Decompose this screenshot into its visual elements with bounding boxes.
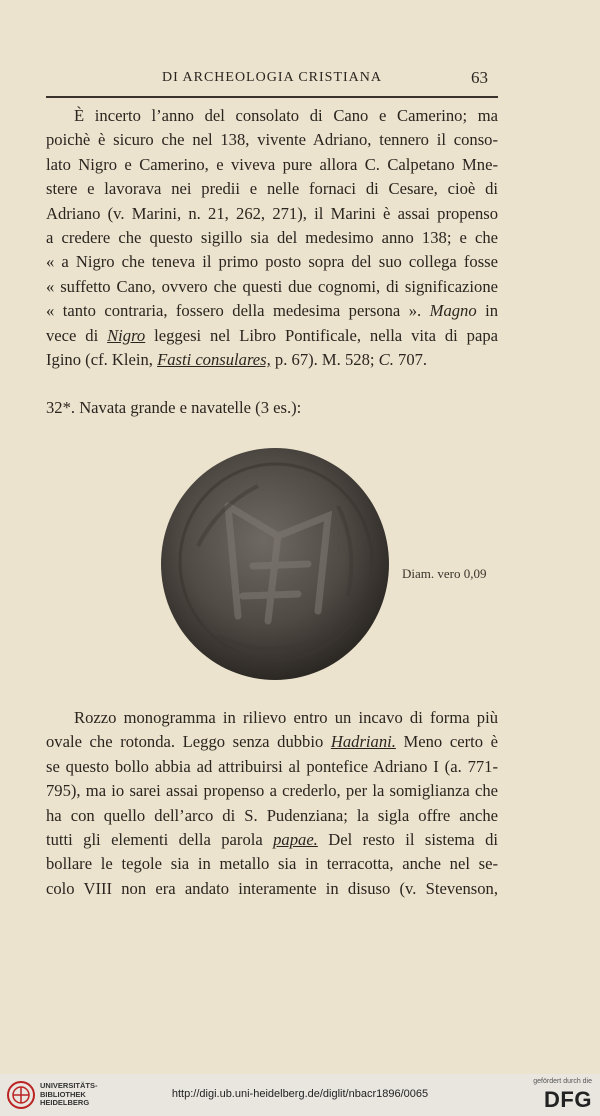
- section-heading: 32*. Navata grande e navatelle (3 es.):: [46, 398, 302, 417]
- seal-coin-image: [158, 446, 392, 682]
- figure-caption: Diam. vero 0,09: [402, 566, 487, 581]
- text-line: ovale che rotonda. Leggo senza dubbio Hadriani. Meno certo è: [46, 732, 498, 752]
- text-line: È incerto l’anno del consolato di Cano e Camerino; ma: [74, 106, 498, 125]
- text-line: « tanto contraria, fossero della medesima persona ». Magno in: [46, 301, 499, 321]
- text-line: lato Nigro e Camerino, e viveva pure allora C. Calpetano Mne-: [46, 154, 498, 174]
- viewer-footer: [0, 1074, 600, 1116]
- header-rule: [46, 96, 498, 98]
- paragraph-2: [46, 706, 498, 901]
- funder-note: gefördert durch die: [533, 1078, 592, 1085]
- text-line: « suffetto Cano, ovvero che questi due cognomi, di significazione: [46, 276, 498, 296]
- dfg-logo: DFG: [544, 1087, 592, 1112]
- text-line: poichè è sicuro che nel 138, vivente Adriano, tennero il conso-: [46, 130, 498, 150]
- text-line: colo VIII non era andato interamente in disuso (v. Stevenson,: [46, 878, 498, 898]
- text-line: vece di Nigro leggesi nel Libro Pontificale, nella vita di papa: [46, 325, 498, 345]
- text-line: tutti gli elementi della parola papae. Del resto il sistema di: [46, 829, 498, 849]
- text-line: Igino (cf. Klein, Fasti consulares, p. 67). M. 528; C. 707.: [46, 349, 428, 369]
- text-line: Adriano (v. Marini, n. 21, 262, 271), il Marini è assai propenso: [46, 203, 498, 223]
- text-line: Rozzo monogramma in rilievo entro un incavo di forma più: [74, 708, 498, 727]
- text-line: se questo bollo abbia ad attribuirsi al pontefice Adriano I (a. 771-: [46, 756, 498, 776]
- text-line: ha con quello dell’arco di S. Pudenziana; la sigla offre anche: [46, 805, 498, 825]
- page-number: 63: [471, 68, 488, 87]
- text-line: 795), ma io sarei assai propenso a crederlo, per la somiglianza che: [46, 781, 498, 801]
- running-title: DI ARCHEOLOGIA CRISTIANA: [162, 70, 382, 85]
- paragraph-1: [46, 104, 498, 372]
- library-name: UNIVERSITÄTS- BIBLIOTHEK HEIDELBERG: [40, 1081, 98, 1107]
- text-line: stere e lavorava nei predii e nelle fornaci di Cesare, cioè di: [46, 179, 498, 199]
- permalink-url[interactable]: http://digi.ub.uni-heidelberg.de/diglit/nbacr1896/0065: [171, 1088, 429, 1100]
- text-line: bollare le tegole sia in metallo sia in terracotta, anche nel se-: [46, 854, 498, 874]
- text-line: « a Nigro che teneva il primo posto sopra del suo collega fosse: [46, 252, 498, 272]
- running-head: [46, 70, 498, 92]
- text-line: a credere che questo sigillo sia del medesimo anno 138; e che: [46, 227, 498, 247]
